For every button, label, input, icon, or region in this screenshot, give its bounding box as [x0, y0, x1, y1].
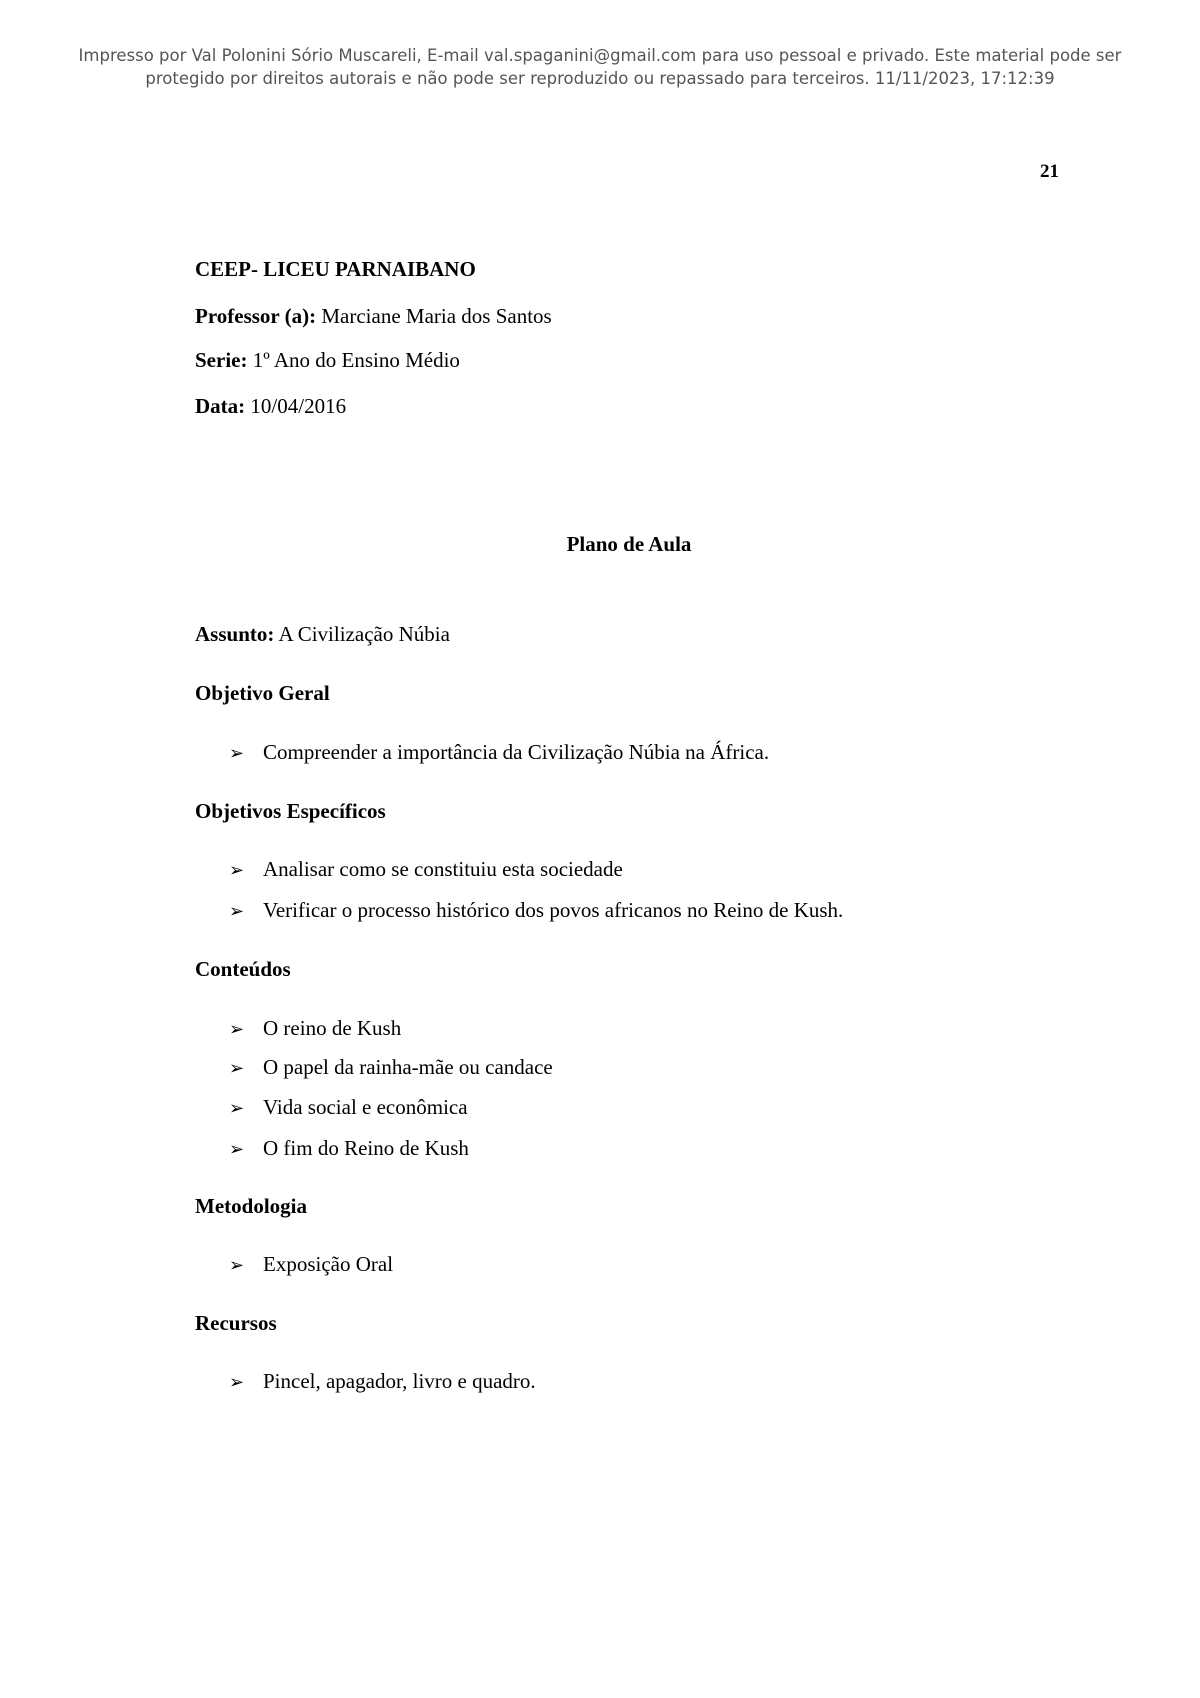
- assunto-line: [195, 622, 450, 647]
- serie-label: Serie:: [195, 348, 248, 372]
- heading-metodologia: Metodologia: [195, 1194, 307, 1218]
- list-item: [229, 1369, 536, 1394]
- serie-line: [195, 348, 460, 373]
- list-item-text: O papel da rainha-mãe ou candace: [263, 1055, 553, 1079]
- list-item: [229, 740, 769, 765]
- school-name: CEEP- LICEU PARNAIBANO: [195, 257, 476, 281]
- list-item-text: Verificar o processo histórico dos povos africanos no Reino de Kush.: [263, 898, 844, 922]
- professor-label: Professor (a):: [195, 304, 317, 328]
- assunto-value: A Civilização Núbia: [274, 622, 450, 646]
- arrow-bullet-icon: ➢: [229, 1058, 245, 1078]
- arrow-bullet-icon: ➢: [229, 860, 245, 880]
- data-label: Data:: [195, 394, 246, 418]
- serie-value: 1º Ano do Ensino Médio: [247, 348, 460, 372]
- list-item-text: Vida social e econômica: [263, 1095, 468, 1119]
- professor-line: [195, 304, 552, 329]
- arrow-bullet-icon: ➢: [229, 901, 245, 921]
- list-item: [229, 1095, 468, 1120]
- list-item-text: O fim do Reino de Kush: [263, 1136, 469, 1160]
- list-item: [229, 857, 623, 882]
- list-item: [229, 898, 843, 923]
- heading-objetivo-geral: Objetivo Geral: [195, 681, 330, 705]
- arrow-bullet-icon: ➢: [229, 1139, 245, 1159]
- list-item: [229, 1055, 553, 1080]
- arrow-bullet-icon: ➢: [229, 1098, 245, 1118]
- list-item: [229, 1136, 469, 1161]
- arrow-bullet-icon: ➢: [229, 1372, 245, 1392]
- list-item: [229, 1252, 393, 1277]
- assunto-label: Assunto:: [195, 622, 275, 646]
- list-item-text: O reino de Kush: [263, 1016, 402, 1040]
- arrow-bullet-icon: ➢: [229, 1019, 245, 1039]
- list-item-text: Analisar como se constituiu esta sociedade: [263, 857, 623, 881]
- list-item-text: Pincel, apagador, livro e quadro.: [263, 1369, 536, 1393]
- data-value: 10/04/2016: [245, 394, 347, 418]
- professor-value: Marciane Maria dos Santos: [316, 304, 552, 328]
- arrow-bullet-icon: ➢: [229, 1255, 245, 1275]
- arrow-bullet-icon: ➢: [229, 743, 245, 763]
- heading-recursos: Recursos: [195, 1311, 277, 1335]
- page-title: Plano de Aula: [566, 532, 692, 556]
- heading-conteudos: Conteúdos: [195, 957, 291, 981]
- list-item: [229, 1016, 401, 1041]
- list-item-text: Compreender a importância da Civilização Núbia na África.: [263, 740, 770, 764]
- watermark-line-1: Impresso por Val Polonini Sório Muscareli, E-mail val.spaganini@gmail.com para uso pessoal e privado. Este material pode ser: [78, 46, 1122, 65]
- page-number: 21: [1040, 161, 1059, 182]
- list-item-text: Exposição Oral: [263, 1252, 394, 1276]
- heading-objetivos-especificos: Objetivos Específicos: [195, 799, 386, 823]
- data-line: [195, 394, 346, 419]
- watermark-line-2: protegido por direitos autorais e não pode ser reproduzido ou repassado para terceiros. 11/11/2023, 17:12:39: [145, 69, 1055, 88]
